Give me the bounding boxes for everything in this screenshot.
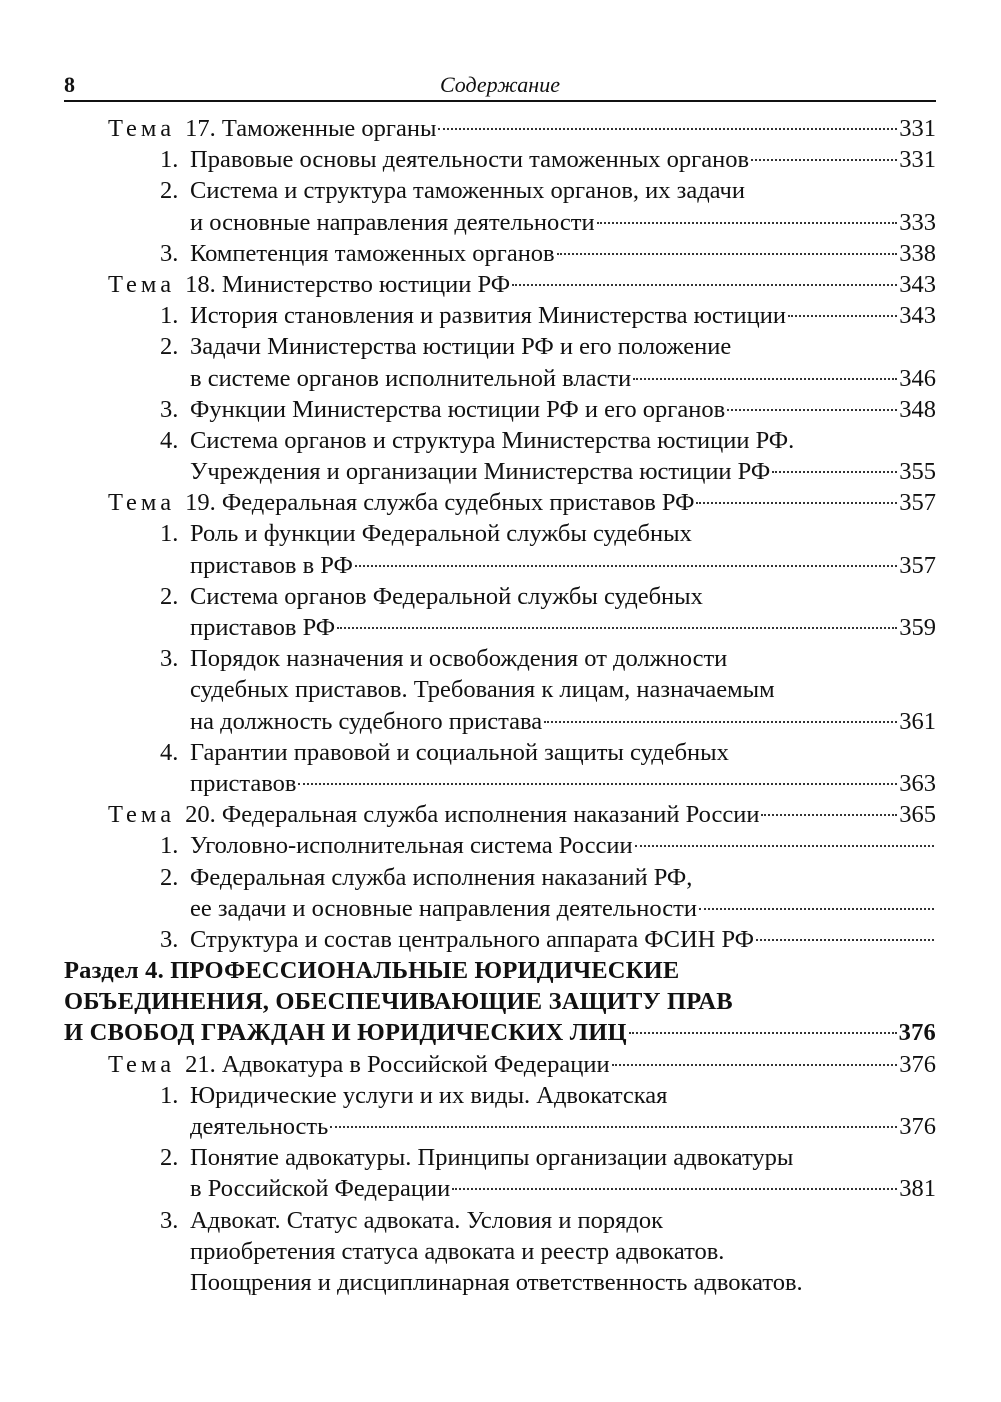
topic-title: 21. Адвокатура в Российской Федерации bbox=[185, 1050, 610, 1078]
item-title: приставов в РФ bbox=[190, 551, 353, 579]
toc-topic-21 bbox=[0, 1049, 1001, 1080]
dot-leader bbox=[597, 222, 898, 224]
page-ref: 331 bbox=[899, 146, 936, 174]
toc-item bbox=[0, 830, 1001, 861]
dot-leader bbox=[761, 814, 897, 816]
toc-section-4-continuation bbox=[0, 1017, 1001, 1048]
item-title: Понятие адвокатуры. Принципы организации адвокатуры bbox=[190, 1144, 794, 1172]
toc-item bbox=[0, 425, 1001, 456]
dot-leader bbox=[772, 471, 897, 473]
toc-item bbox=[0, 518, 1001, 549]
dot-leader bbox=[298, 783, 897, 785]
item-number: 3. bbox=[160, 1206, 179, 1234]
toc-item bbox=[0, 862, 1001, 893]
item-number: 2. bbox=[160, 177, 179, 205]
item-title: Структура и состав центрального аппарата ФСИН РФ bbox=[190, 925, 755, 953]
dot-leader bbox=[629, 1032, 897, 1034]
dot-leader bbox=[557, 253, 898, 255]
page-ref: 348 bbox=[899, 395, 936, 423]
page-ref: 363 bbox=[899, 769, 936, 797]
page-ref: 331 bbox=[899, 115, 936, 142]
toc-item bbox=[0, 238, 1001, 269]
item-number: 3. bbox=[160, 645, 179, 673]
toc-topic-19 bbox=[0, 487, 1001, 518]
topic-word: Тема bbox=[108, 270, 176, 298]
section-title: ОБЪЕДИНЕНИЯ, ОБЕСПЕЧИВАЮЩИЕ ЗАЩИТУ ПРАВ bbox=[64, 988, 733, 1016]
item-number: 2. bbox=[160, 333, 179, 361]
item-title: Адвокат. Статус адвоката. Условия и порядок bbox=[190, 1206, 664, 1234]
item-number: 1. bbox=[160, 520, 179, 548]
item-number: 1. bbox=[160, 1081, 179, 1109]
item-title: Уголовно-исполнительная система России bbox=[190, 832, 633, 860]
item-title: Порядок назначения и освобождения от должности bbox=[190, 645, 728, 673]
toc-item-continuation bbox=[0, 612, 1001, 643]
toc-item-continuation bbox=[0, 550, 1001, 581]
toc-item bbox=[0, 331, 1001, 362]
topic-title: 19. Федеральная служба судебных приставов РФ bbox=[185, 489, 695, 517]
page-ref: 376 bbox=[898, 1019, 936, 1047]
topic-word: Тема bbox=[108, 115, 176, 142]
dot-leader bbox=[727, 409, 897, 411]
dot-leader bbox=[355, 565, 897, 567]
item-title: на должность судебного пристава bbox=[190, 707, 543, 735]
page-ref: 338 bbox=[899, 239, 936, 267]
toc-item-continuation bbox=[0, 768, 1001, 799]
toc-section-4-continuation bbox=[0, 986, 1001, 1017]
section-title: Раздел 4. ПРОФЕССИОНАЛЬНЫЕ ЮРИДИЧЕСКИЕ bbox=[64, 957, 680, 985]
topic-title: 18. Министерство юстиции РФ bbox=[185, 270, 511, 298]
dot-leader bbox=[544, 721, 897, 723]
item-title: Компетенция таможенных органов bbox=[190, 239, 555, 267]
page-header bbox=[64, 70, 936, 102]
page-ref: 365 bbox=[899, 801, 936, 829]
toc-item bbox=[0, 300, 1001, 331]
toc-item-continuation bbox=[0, 1111, 1001, 1142]
item-title: деятельность bbox=[190, 1113, 329, 1140]
toc-item-continuation bbox=[0, 363, 1001, 394]
item-title: Задачи Министерства юстиции РФ и его положение bbox=[190, 333, 732, 361]
item-title: в системе органов исполнительной власти bbox=[190, 364, 632, 392]
dot-leader bbox=[635, 845, 934, 847]
dot-leader bbox=[452, 1188, 897, 1190]
topic-word: Тема bbox=[108, 1050, 176, 1078]
dot-leader bbox=[751, 159, 897, 161]
page-ref: 355 bbox=[899, 458, 936, 486]
toc-item bbox=[0, 1205, 1001, 1236]
section-title: И СВОБОД ГРАЖДАН И ЮРИДИЧЕСКИХ ЛИЦ bbox=[64, 1019, 627, 1047]
page-ref: 376 bbox=[899, 1113, 936, 1140]
item-title: приставов РФ bbox=[190, 614, 336, 641]
dot-leader bbox=[633, 378, 897, 380]
running-title: Содержание bbox=[439, 72, 560, 97]
item-number: 1. bbox=[160, 146, 179, 174]
toc-item-continuation bbox=[0, 1267, 1001, 1298]
item-title: Гарантии правовой и социальной защиты судебных bbox=[190, 738, 729, 766]
toc-topic-18 bbox=[0, 269, 1001, 300]
item-title: История становления и развития Министерства юстиции bbox=[190, 302, 786, 330]
toc-item-continuation bbox=[0, 893, 1001, 924]
item-title: Функции Министерства юстиции РФ и его органов bbox=[190, 395, 726, 423]
item-title: Система органов и структура Министерства юстиции РФ. bbox=[190, 426, 795, 454]
item-title: Учреждения и организации Министерства юстиции РФ bbox=[190, 458, 771, 486]
dot-leader bbox=[699, 908, 934, 910]
page-ref: 343 bbox=[899, 302, 936, 330]
item-title: Система и структура таможенных органов, их задачи bbox=[190, 177, 745, 205]
item-number: 4. bbox=[160, 426, 179, 454]
page-ref: 343 bbox=[899, 270, 936, 298]
dot-leader bbox=[330, 1126, 897, 1128]
toc-item bbox=[0, 394, 1001, 425]
page-ref: 346 bbox=[899, 364, 936, 392]
toc-item-continuation bbox=[0, 1173, 1001, 1204]
toc-item-continuation bbox=[0, 207, 1001, 238]
toc-item-continuation bbox=[0, 1236, 1001, 1267]
toc-item bbox=[0, 924, 1001, 955]
item-title: судебных приставов. Требования к лицам, назначаемым bbox=[190, 676, 775, 704]
item-number: 1. bbox=[160, 832, 179, 860]
page-ref: 357 bbox=[899, 489, 936, 517]
topic-word: Тема bbox=[108, 801, 176, 829]
item-title: Правовые основы деятельности таможенных органов bbox=[190, 146, 750, 174]
item-title: в Российской Федерации bbox=[190, 1175, 451, 1203]
item-title: Юридические услуги и их виды. Адвокатская bbox=[190, 1081, 668, 1109]
toc-item bbox=[0, 1080, 1001, 1111]
topic-title: 20. Федеральная служба исполнения наказаний России bbox=[185, 801, 760, 829]
page-ref: 357 bbox=[899, 551, 936, 579]
item-number: 4. bbox=[160, 738, 179, 766]
toc-item-continuation bbox=[0, 456, 1001, 487]
toc-item bbox=[0, 175, 1001, 206]
dot-leader bbox=[788, 315, 897, 317]
page-ref: 381 bbox=[899, 1175, 936, 1203]
toc-topic-17 bbox=[0, 113, 1001, 144]
page-ref: 376 bbox=[899, 1050, 936, 1078]
dot-leader bbox=[512, 284, 897, 286]
toc-item bbox=[0, 144, 1001, 175]
dot-leader bbox=[696, 502, 897, 504]
item-title: приобретения статуса адвоката и реестр адвокатов. bbox=[190, 1237, 725, 1265]
page-number: 8 bbox=[64, 72, 75, 97]
toc-item-continuation bbox=[0, 674, 1001, 705]
toc-item bbox=[0, 581, 1001, 612]
item-number: 2. bbox=[160, 582, 179, 610]
item-title: Федеральная служба исполнения наказаний РФ, bbox=[190, 863, 693, 891]
toc-topic-20 bbox=[0, 799, 1001, 830]
item-number: 3. bbox=[160, 239, 179, 267]
item-number: 1. bbox=[160, 302, 179, 330]
item-number: 2. bbox=[160, 1144, 179, 1172]
toc-item-continuation bbox=[0, 706, 1001, 737]
page-ref: 333 bbox=[899, 208, 936, 236]
item-number: 3. bbox=[160, 925, 179, 953]
toc-item bbox=[0, 1142, 1001, 1173]
table-of-contents bbox=[0, 113, 1001, 1298]
dot-leader bbox=[337, 627, 897, 629]
item-title: Система органов Федеральной службы судебных bbox=[190, 582, 703, 610]
page-ref: 359 bbox=[899, 614, 936, 641]
dot-leader bbox=[438, 128, 897, 130]
item-title: приставов bbox=[190, 769, 297, 797]
toc-section-4 bbox=[0, 955, 1001, 986]
item-title: Поощрения и дисциплинарная ответственность адвокатов. bbox=[190, 1268, 803, 1296]
item-title: Роль и функции Федеральной службы судебных bbox=[190, 520, 692, 548]
dot-leader bbox=[756, 939, 934, 941]
dot-leader bbox=[612, 1064, 898, 1066]
item-title: ее задачи и основные направления деятельности bbox=[190, 894, 697, 922]
topic-title: 17. Таможенные органы bbox=[185, 115, 437, 142]
item-number: 3. bbox=[160, 395, 179, 423]
topic-word: Тема bbox=[108, 489, 176, 517]
page-ref: 361 bbox=[899, 707, 936, 735]
toc-item bbox=[0, 643, 1001, 674]
item-number: 2. bbox=[160, 863, 179, 891]
item-title: и основные направления деятельности bbox=[190, 208, 595, 236]
toc-item bbox=[0, 737, 1001, 768]
